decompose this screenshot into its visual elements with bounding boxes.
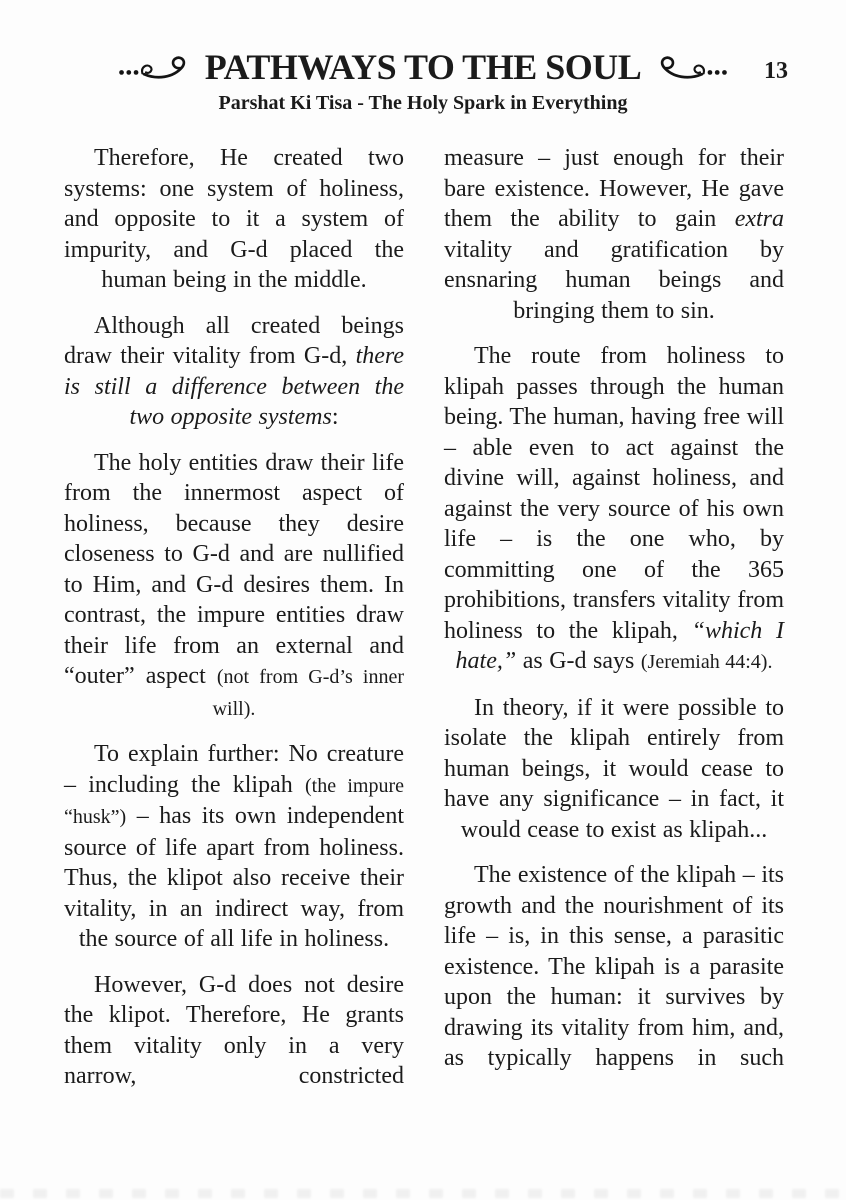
text-segment: Therefore, He created two systems: one system of holiness, and opposite to it a system of impurity, and G-d placed the human being in the middle. (64, 145, 404, 293)
text-segment: : (331, 404, 339, 430)
text-segment: “which I hate,” (455, 617, 784, 674)
page-title: PATHWAYS TO THE SOUL (204, 47, 642, 87)
paragraph (64, 311, 404, 433)
text-segment: (not from G-d’s inner will). (212, 666, 404, 720)
text-segment: (Jeremiah 44:4). (640, 651, 773, 673)
text-segment: vitality and gratification by ensnaring human beings and bringing them to sin. (444, 236, 784, 324)
page-subtitle: Parshat Ki Tisa - The Holy Spark in Everything (218, 92, 628, 114)
text-segment: extra (734, 206, 784, 232)
text-segment: (the impure “husk”) (64, 774, 405, 828)
page-header (0, 46, 846, 88)
text-segment: To explain further: No creature – including the klipah (64, 741, 404, 798)
paragraph (64, 448, 404, 725)
text-segment: However, G-d does not desire the klipot. Therefore, He grants them vitality only in a very narrow, constricted (64, 971, 404, 1089)
paragraph (444, 860, 784, 1074)
text-segment: The existence of the klipah – its growth and the nourishment of its life – is, in this sense, a parasitic existence. The klipah is a parasite upon the human: it survives by drawing its vitality from him, and, as typically happens in such (444, 862, 784, 1071)
text-segment: The route from holiness to klipah passes through the human being. The human, having free will – able even to act against the divine will, against holiness, and against the very source of his own life – is the one who, by committing one of the 365 prohibitions, transfers vitality from holiness to the klipah, (444, 343, 784, 644)
text-segment: as G-d says (516, 648, 641, 674)
paragraph (444, 693, 784, 846)
page-number: 13 (764, 58, 788, 84)
text-segment: measure – just enough for their bare existence. However, He gave them the ability to gain (444, 145, 784, 232)
paragraph (64, 739, 404, 955)
page-bleed-artifact (0, 1189, 846, 1198)
text-segment: In theory, if it were possible to isolate the klipah entirely from human beings, it would cease to have any significance – in fact, it would cease to exist as klipah... (444, 694, 784, 843)
text-segment: Although all created beings draw their vitality from G-d, (64, 312, 404, 369)
flourish-right-icon (651, 52, 729, 82)
text-segment: The holy entities draw their life from the innermost aspect of holiness, because they desire closeness to G-d and are nullified to Him, and G-d desires them. In contrast, the impure entities draw their life from an external and “outer” aspect (64, 449, 404, 689)
text-segment: – has its own independent source of life apart from holiness. Thus, the klipot also receive their vitality, in an indirect way, from the source of all life in holiness. (64, 803, 404, 952)
paragraph (444, 143, 784, 326)
text-segment: there is still a difference between the two opposite systems (64, 343, 404, 430)
text-columns (64, 143, 784, 1107)
left-column (64, 143, 404, 1107)
right-column (444, 143, 784, 1107)
paragraph (64, 143, 404, 296)
paragraph (444, 341, 784, 678)
flourish-left-icon (117, 52, 195, 82)
paragraph (64, 970, 404, 1092)
